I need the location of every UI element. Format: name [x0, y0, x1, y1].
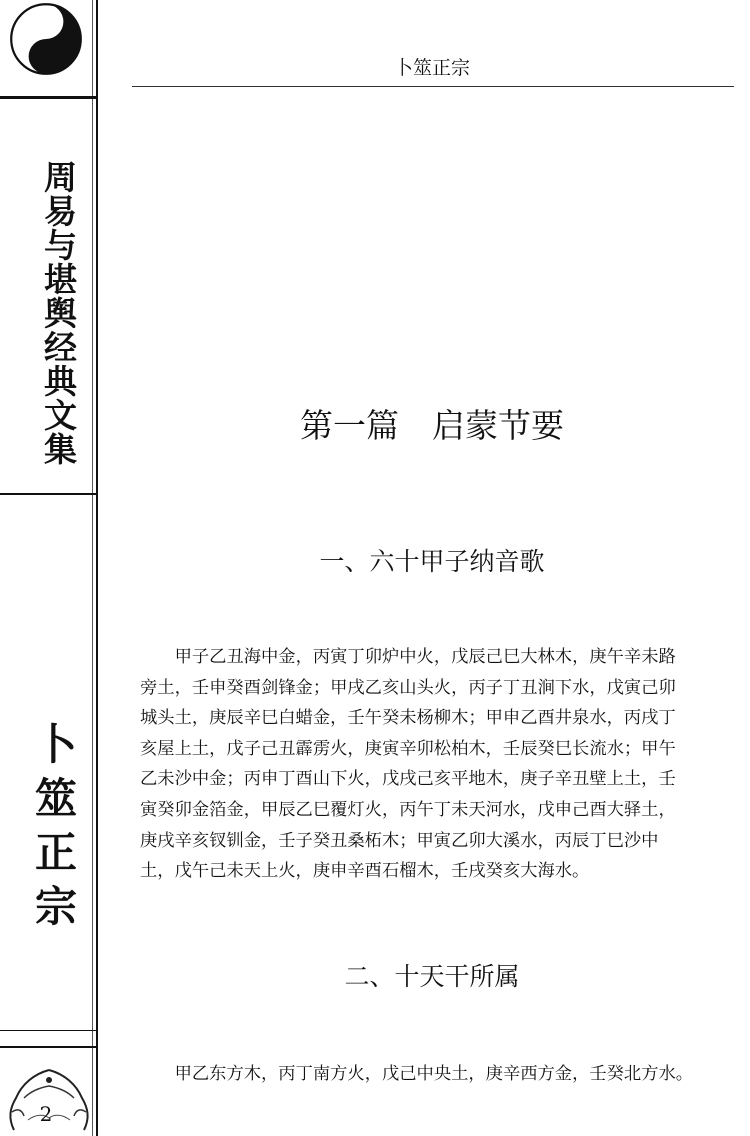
nayin-song-paragraph: [140, 642, 726, 887]
paragraph-line: 土，戊午己未天上火，庚申辛酉石榴木，壬戌癸亥大海水。: [140, 861, 590, 882]
paragraph-line: 庚戌辛亥钗钏金，壬子癸丑桑柘木；甲寅乙卯大溪水，丙辰丁巳沙中: [140, 830, 659, 851]
paragraph-line: 亥屋上土，戊子己丑霹雳火，庚寅辛卯松柏木，壬辰癸巳长流水；甲午: [140, 738, 676, 759]
paragraph-line: 甲乙东方木，丙丁南方火，戊己中央土，庚辛西方金，壬癸北方水。: [174, 1064, 694, 1084]
section-title-nayin-song: 一、六十甲子纳音歌: [319, 547, 545, 576]
margin-border-line: [96, 0, 98, 1136]
paragraph-line: 城头土，庚辰辛巳白蜡金，壬午癸未杨柳木；甲申乙酉井泉水，丙戌丁: [140, 708, 676, 729]
heavenly-stems-paragraph: [140, 1059, 726, 1090]
running-header: 卜筮正宗: [393, 57, 470, 79]
paragraph-line: 寅癸卯金箔金，甲辰乙巳覆灯火，丙午丁未天河水，戊申己酉大驿土，: [140, 799, 676, 820]
margin-divider-bottom: [0, 1046, 98, 1048]
part-title: 第一篇 启蒙节要: [300, 406, 564, 445]
paragraph-line: 乙未沙中金；丙申丁酉山下火，戊戌己亥平地木，庚子辛丑壁上土，壬: [140, 769, 676, 790]
yin-yang-icon: [9, 2, 83, 76]
page-number: 2: [39, 1102, 53, 1126]
margin-border-inner-line: [92, 0, 93, 1136]
side-margin: [0, 0, 98, 1136]
margin-divider-middle: [0, 493, 98, 495]
margin-divider-top: [0, 96, 98, 99]
paragraph-line: 甲子乙丑海中金，丙寅丁卯炉中火，戊辰己巳大林木，庚午辛未路: [174, 647, 676, 667]
section-title-heavenly-stems: 二、十天干所属: [344, 962, 520, 991]
margin-divider-lower: [0, 1030, 98, 1031]
series-title: 周易与堪舆经典文集: [39, 160, 78, 466]
book-title-vertical: 卜筮正宗: [29, 722, 78, 938]
paragraph-line: 旁土，壬申癸酉剑锋金；甲戌乙亥山头火，丙子丁丑涧下水，戊寅己卯: [140, 677, 676, 698]
header-rule: [132, 86, 734, 87]
